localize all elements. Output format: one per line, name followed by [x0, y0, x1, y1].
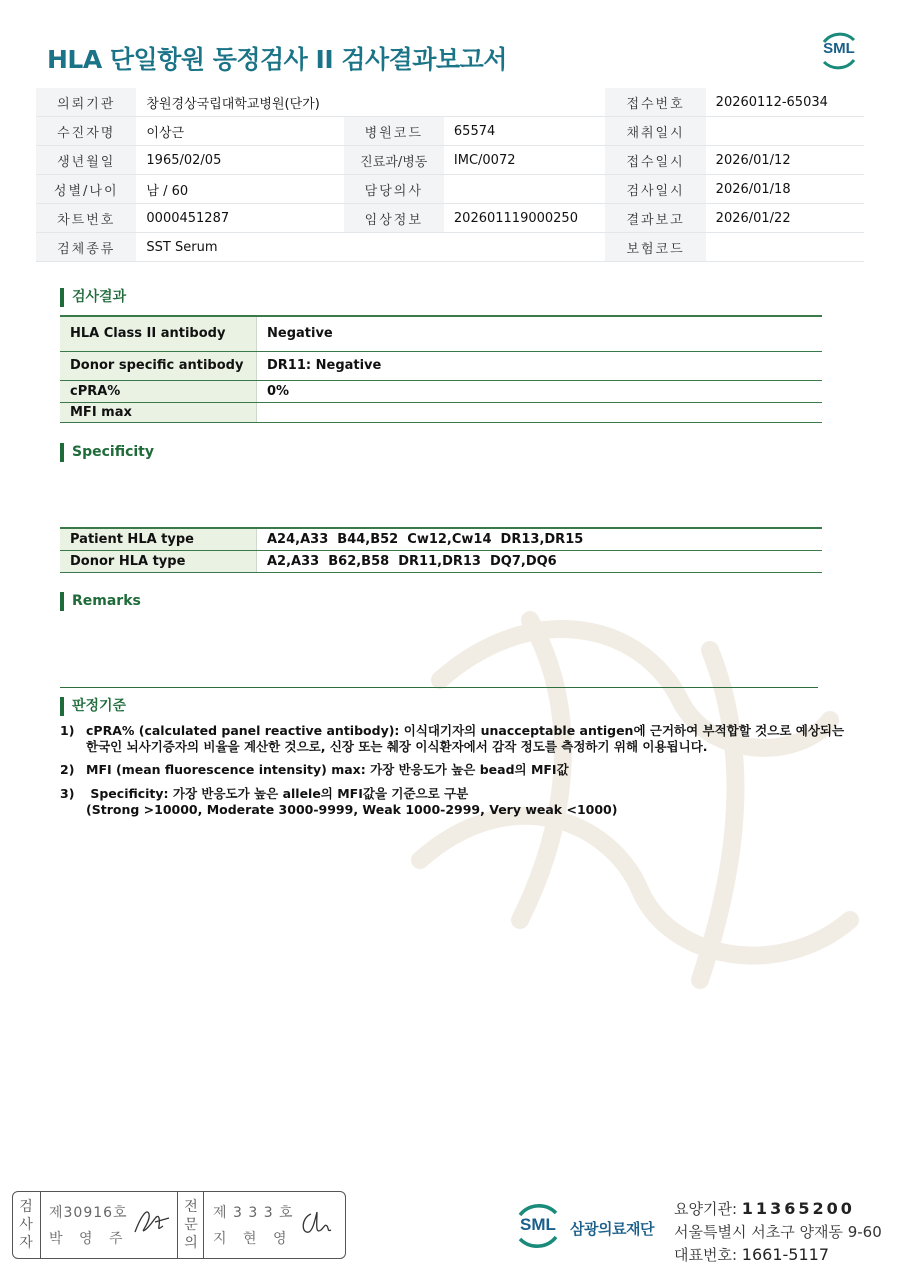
criteria-item	[60, 762, 569, 778]
info-label: 진료과/병동	[344, 146, 444, 175]
info-row	[36, 88, 864, 117]
info-label: 의뢰기관	[36, 88, 136, 117]
info-label: 보험코드	[605, 233, 705, 262]
criteria-text: MFI (mean fluorescence intensity) max: 가장 반응도가 높은 bead의 MFI값	[86, 762, 569, 777]
result-label: cPRA%	[60, 380, 257, 402]
specialist-signature	[297, 1206, 337, 1240]
info-value: 2026/01/12	[706, 146, 864, 175]
criteria-item	[60, 786, 617, 818]
info-label: 병원코드	[344, 117, 444, 146]
specialist-license: 제 3 3 3 호	[213, 1205, 294, 1221]
info-label: 임상정보	[344, 204, 444, 233]
info-value: 이상근	[136, 117, 343, 146]
report-title: HLA 단일항원 동정검사 II 검사결과보고서	[47, 45, 507, 74]
info-value: 창원경상국립대학교병원(단가)	[136, 88, 605, 117]
info-row	[36, 117, 864, 146]
table-row	[60, 380, 822, 402]
info-row	[36, 146, 864, 175]
table-row	[60, 402, 822, 422]
info-label: 담당의사	[344, 175, 444, 204]
info-label: 성별/나이	[36, 175, 136, 204]
criteria-num: 2)	[60, 762, 75, 777]
info-value: 65574	[444, 117, 606, 146]
phone: 대표번호: 1661-5117	[674, 1245, 830, 1264]
info-label: 접수번호	[605, 88, 705, 117]
info-row	[36, 175, 864, 204]
result-label: MFI max	[60, 402, 257, 422]
info-value: 남 / 60	[136, 175, 343, 204]
criteria-item	[60, 723, 844, 755]
info-row	[36, 204, 864, 233]
result-value	[257, 402, 823, 422]
info-label: 생년월일	[36, 146, 136, 175]
tester-license: 제30916호	[49, 1205, 128, 1221]
info-label: 차트번호	[36, 204, 136, 233]
tester-label: 검 사 자	[19, 1199, 33, 1251]
section-results-heading: 검사결과	[60, 288, 126, 307]
info-value: 20260112-65034	[706, 88, 864, 117]
table-row	[60, 528, 822, 550]
info-value	[444, 175, 606, 204]
info-value: 2026/01/22	[706, 204, 864, 233]
criteria-num: 1)	[60, 723, 75, 738]
hla-type-table	[60, 527, 822, 573]
specialist-name: 지 현 영	[213, 1231, 293, 1247]
results-table	[60, 315, 822, 423]
criteria-text: (Strong >10000, Moderate 3000-9999, Weak 1000-2999, Very weak <1000)	[86, 802, 618, 817]
info-row	[36, 233, 864, 262]
info-value: IMC/0072	[444, 146, 606, 175]
divider	[60, 687, 818, 688]
criteria-num: 3)	[60, 786, 75, 801]
hla-value: A24,A33 B44,B52 Cw12,Cw14 DR13,DR15	[257, 528, 823, 550]
signature-box	[12, 1191, 346, 1259]
criteria-text: 한국인 뇌사기증자의 비율을 계산한 것으로, 신장 또는 췌장 이식환자에서 감작 정도를 측정하기 위해 이용됩니다.	[86, 739, 708, 754]
criteria-text: cPRA% (calculated panel reactive antibody): 이식대기자의 unacceptable antigen에 근거하여 부적합할 것으로 예상되는	[86, 723, 845, 738]
info-label: 수진자명	[36, 117, 136, 146]
info-value: 202601119000250	[444, 204, 606, 233]
result-value: DR11: Negative	[257, 351, 823, 380]
tester-name: 박 영 주	[49, 1231, 129, 1247]
table-row	[60, 316, 822, 351]
info-value	[706, 117, 864, 146]
institution-code: 요양기관: 11365200	[674, 1199, 855, 1218]
patient-info-table	[36, 88, 864, 262]
specialist-label: 전 문 의	[184, 1199, 198, 1251]
info-label: 채취일시	[605, 117, 705, 146]
table-row	[60, 351, 822, 380]
info-label: 검사일시	[605, 175, 705, 204]
info-label: 결과보고	[605, 204, 705, 233]
sml-logo: SML	[510, 1198, 566, 1254]
result-value: 0%	[257, 380, 823, 402]
sml-logo: SML	[816, 28, 862, 74]
info-label: 접수일시	[605, 146, 705, 175]
hla-label: Donor HLA type	[60, 550, 257, 572]
criteria-text: Specificity: 가장 반응도가 높은 allele의 MFI값을 기준으로 구분	[86, 786, 469, 801]
org-name: 삼광의료재단	[570, 1220, 654, 1238]
result-value: Negative	[257, 316, 823, 351]
result-label: HLA Class II antibody	[60, 316, 257, 351]
info-value: 2026/01/18	[706, 175, 864, 204]
section-criteria-heading: 판정기준	[60, 697, 126, 716]
info-value	[706, 233, 864, 262]
info-value: 1965/02/05	[136, 146, 343, 175]
tester-signature	[131, 1204, 173, 1240]
info-label: 검체종류	[36, 233, 136, 262]
table-row	[60, 550, 822, 572]
info-value: SST Serum	[136, 233, 605, 262]
section-remarks-heading: Remarks	[60, 592, 141, 611]
hla-label: Patient HLA type	[60, 528, 257, 550]
section-specificity-heading: Specificity	[60, 443, 154, 462]
result-label: Donor specific antibody	[60, 351, 257, 380]
hla-value: A2,A33 B62,B58 DR11,DR13 DQ7,DQ6	[257, 550, 823, 572]
info-value: 0000451287	[136, 204, 343, 233]
address: 서울특별시 서초구 양재동 9-60	[674, 1223, 882, 1241]
